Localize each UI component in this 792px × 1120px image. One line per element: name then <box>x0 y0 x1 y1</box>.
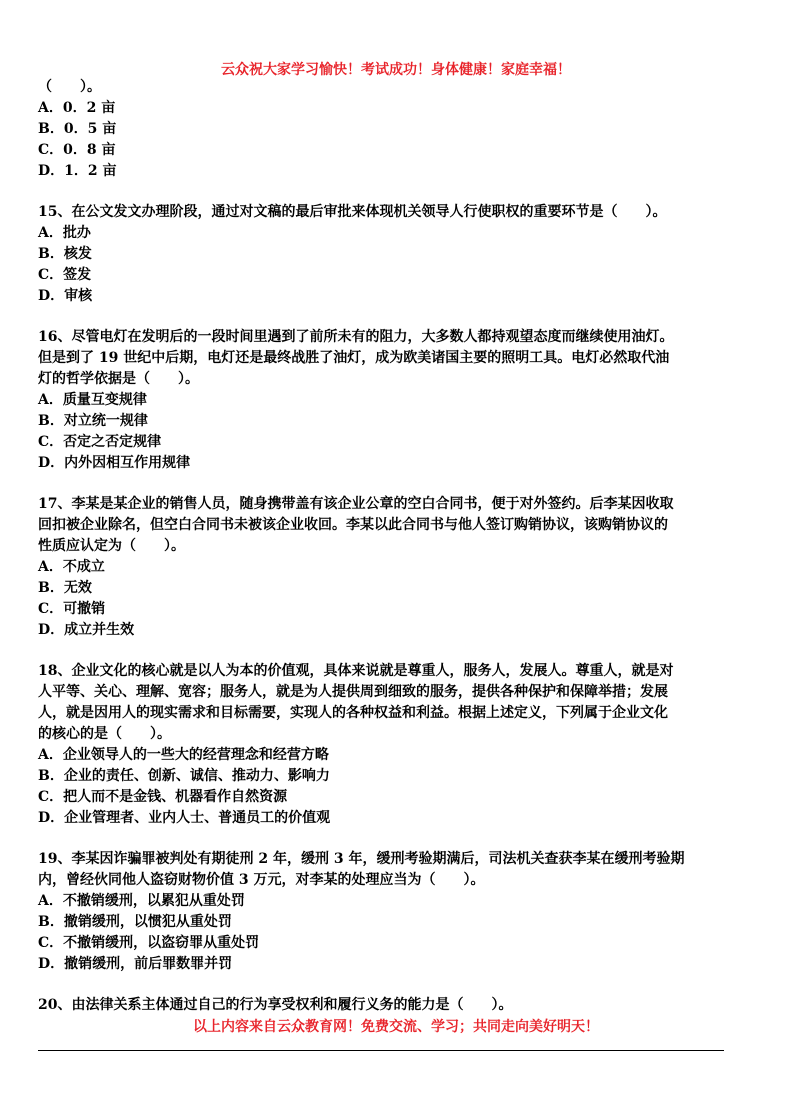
question-stem-line: 但是到了 19 世纪中后期，电灯还是最终战胜了油灯，成为欧美诸国主要的照明工具。电灯必然取代油 <box>38 350 670 366</box>
option-c: C．把人而不是金钱、机器看作自然资源 <box>38 789 288 805</box>
option-b: B．无效 <box>38 580 92 596</box>
option-a: A．0．2 亩 <box>38 100 116 116</box>
question-19 <box>38 849 756 975</box>
option-c: C．不撤销缓刑，以盗窃罪从重处罚 <box>38 935 260 951</box>
question-stem-line: 回扣被企业除名，但空白合同书未被该企业收回。李某以此合同书与他人签订购销协议，该购销协议的 <box>38 517 668 533</box>
question-stem-line: 性质应认定为（ ）。 <box>38 538 185 554</box>
question-stem-line: 17、李某是某企业的销售人员，随身携带盖有该企业公章的空白合同书，便于对外签约。后李某因收取 <box>38 496 674 512</box>
option-c: C．可撤销 <box>38 601 106 617</box>
question-stem-line: 人，就是因用人的现实需求和目标需要，实现人的各种权益和利益。根据上述定义，下列属于企业文化 <box>38 705 668 721</box>
header-banner: 云众祝大家学习愉快！考试成功！身体健康！家庭幸福！ <box>221 62 571 78</box>
question-17 <box>38 494 756 641</box>
option-a: A．不成立 <box>38 559 105 575</box>
question-stem: 15、在公文发文办理阶段，通过对文稿的最后审批来体现机关领导人行使职权的重要环节是（ ）。 <box>38 204 667 220</box>
option-d: D．1．2 亩 <box>38 163 117 179</box>
option-a: A．批办 <box>38 225 91 241</box>
question-stem: 20、由法律关系主体通过自己的行为享受权利和履行义务的能力是（ ）。 <box>38 997 513 1013</box>
option-c: C．否定之否定规律 <box>38 434 162 450</box>
option-b: B．企业的责任、创新、诚信、推动力、影响力 <box>38 768 330 784</box>
option-d: D．企业管理者、业内人士、普通员工的价值观 <box>38 810 331 826</box>
question-stem-line: 内，曾经伙同他人盗窃财物价值 3 万元，对李某的处理应当为（ ）。 <box>38 872 485 888</box>
option-b: B．对立统一规律 <box>38 413 148 429</box>
option-b: B．0．5 亩 <box>38 121 117 137</box>
question-list <box>38 77 756 1016</box>
question-stem-line: 18、企业文化的核心就是以人为本的价值观，具体来说就是尊重人，服务人，发展人。尊重人，就是对 <box>38 663 674 679</box>
option-d: D．审核 <box>38 288 93 304</box>
option-c: C．0．8 亩 <box>38 142 116 158</box>
question-stem: （ ）。 <box>38 79 101 95</box>
question-20 <box>38 995 756 1016</box>
question-16 <box>38 327 756 474</box>
option-a: A．质量互变规律 <box>38 392 147 408</box>
option-d: D．内外因相互作用规律 <box>38 455 191 471</box>
footer-banner: 以上内容来自云众教育网！免费交流、学习；共同走向美好明天！ <box>193 1019 599 1035</box>
question-18 <box>38 661 756 829</box>
question-15 <box>38 202 756 307</box>
option-b: B．撤销缓刑，以惯犯从重处罚 <box>38 914 232 930</box>
option-b: B．核发 <box>38 246 92 262</box>
question-14 <box>38 77 756 182</box>
option-d: D．撤销缓刑，前后罪数罪并罚 <box>38 956 233 972</box>
question-stem-line: 人平等、关心、理解、宽容；服务人，就是为人提供周到细致的服务，提供各种保护和保障举措；发展 <box>38 684 668 700</box>
question-stem-line: 19、李某因诈骗罪被判处有期徒刑 2 年，缓刑 3 年，缓刑考验期满后，司法机关查获李某在缓刑考验期 <box>38 851 685 867</box>
option-a: A．企业领导人的一些大的经营理念和经营方略 <box>38 747 329 763</box>
option-a: A．不撤销缓刑，以累犯从重处罚 <box>38 893 245 909</box>
option-c: C．签发 <box>38 267 92 283</box>
question-stem-line: 灯的哲学依据是（ ）。 <box>38 371 199 387</box>
question-stem-line: 16、尽管电灯在发明后的一段时间里遇到了前所未有的阻力，大多数人都持观望态度而继续使用油灯。 <box>38 329 674 345</box>
option-d: D．成立并生效 <box>38 622 135 638</box>
footer-divider <box>38 1050 724 1051</box>
question-stem-line: 的核心的是（ ）。 <box>38 726 171 742</box>
